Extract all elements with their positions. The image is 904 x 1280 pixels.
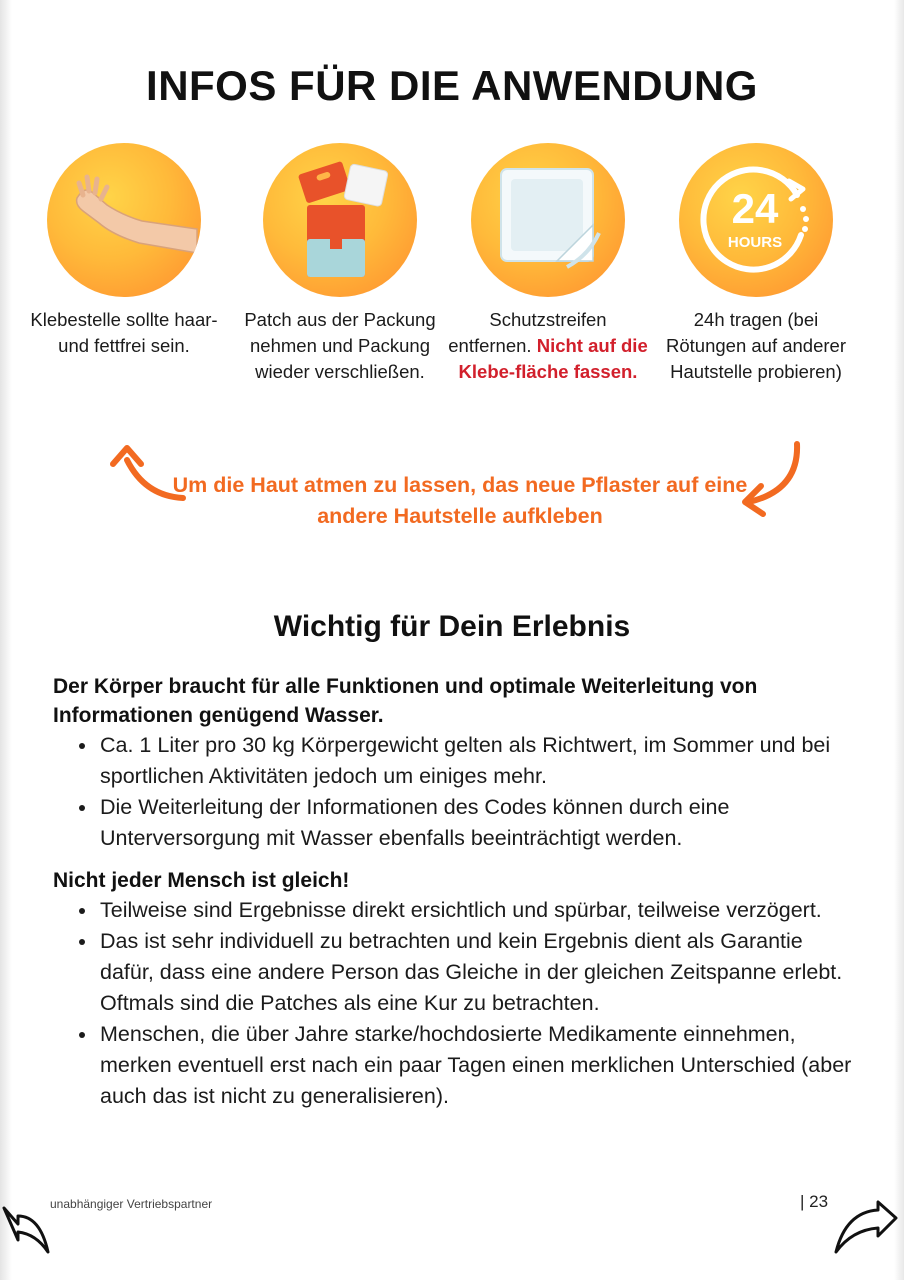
page-number: | 23 [800,1192,829,1211]
hand-arm-icon [47,143,201,297]
24-hours-icon [679,143,833,297]
list-item: • Teilweise sind Ergebnisse direkt ersichtlich und spürbar, teilweise verzögert. [98,895,853,926]
previous-page-arrow-icon[interactable] [0,1198,54,1260]
step-2-circle [263,143,417,297]
step-3-text [448,307,648,385]
step-2-text: Patch aus der Packung nehmen und Packung wieder verschließen. [244,309,436,382]
list-item: • Das ist sehr individuell zu betrachten und kein Ergebnis dient als Garantie dafür, dass eine andere Person das Gleiche in der gleichen Zeitspanne erlebt. Oftmals sind die Patches als eine Kur zu betrachten. [98,926,853,1019]
steps-row [30,143,878,443]
step-3-circle [471,143,625,297]
step-3-text-plain: Schutzstreifen entfernen. [448,309,607,356]
water-heading: Der Körper braucht für alle Funktionen und optimale Weiterleitung von Informationen genügend Wasser. [53,675,758,727]
step-2 [240,143,440,385]
list-item: • Ca. 1 Liter pro 30 kg Körpergewicht gelten als Richtwert, im Sommer und bei sportlichen Aktivitäten jedoch um einiges mehr. [98,730,853,792]
patch-package-icon [263,143,417,297]
footer-partner-label: unabhängiger Vertriebspartner [50,1197,213,1211]
section-title: Wichtig für Dein Erlebnis [273,610,631,643]
step-3 [448,143,648,385]
step-1 [24,143,224,359]
info-content [53,672,853,1124]
step-1-circle [47,143,201,297]
badge-label: HOURS [727,234,783,251]
rotation-note: Um die Haut atmen zu lassen, das neue Pflaster auf eine andere Hautstelle aufkleben [172,473,748,528]
water-list [53,730,853,854]
badge-number: 24 [731,185,779,232]
step-4-text: 24h tragen (bei Rötungen auf anderer Hautstelle probieren) [666,309,846,382]
list-item: • Die Weiterleitung der Informationen des Codes können durch eine Unterversorgung mit Wasser ebenfalls beeinträchtigt werden. [98,792,853,854]
step-3-warning: Nicht auf die Klebe-fläche fassen. [458,335,648,382]
list-item: • Menschen, die über Jahre starke/hochdosierte Medikamente einnehmen, merken eventuell erst nach ein paar Tagen einen merklichen Unterschied (aber auch das ist nicht zu generalisieren). [98,1019,853,1112]
step-4 [656,143,856,385]
individual-heading: Nicht jeder Mensch ist gleich! [53,869,350,892]
protective-strip-icon [471,143,625,297]
next-page-arrow-icon[interactable] [832,1198,900,1260]
step-4-circle [679,143,833,297]
step-1-text: Klebestelle sollte haar-und fettfrei sein. [30,309,218,356]
individual-list [53,895,853,1112]
page-title: INFOS FÜR DIE ANWENDUNG [146,62,758,109]
